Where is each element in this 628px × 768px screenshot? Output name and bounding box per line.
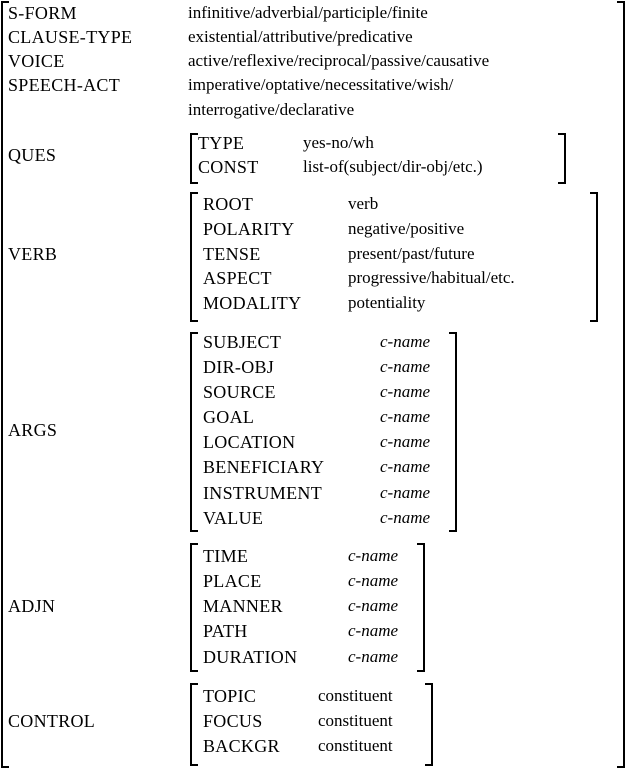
args-feature-value: c-name	[380, 457, 431, 476]
feature-key: SPEECH-ACT	[8, 75, 121, 95]
args-right-bracket	[449, 332, 457, 532]
verb-feature-key: POLARITY	[203, 219, 295, 239]
adjn-feature-key: DURATION	[203, 647, 298, 667]
adjn-feature-key: MANNER	[203, 596, 283, 616]
control-left-bracket	[190, 683, 198, 766]
adjn-right-bracket	[417, 543, 425, 672]
adjn-feature-value: c-name	[348, 621, 399, 640]
args-feature-value: c-name	[380, 407, 431, 426]
verb-feature-key: TENSE	[203, 244, 261, 264]
ques-feature-key: TYPE	[198, 133, 245, 153]
adjn-feature-value: c-name	[348, 647, 399, 666]
args-feature-key: INSTRUMENT	[203, 483, 322, 503]
args-feature-value: c-name	[380, 483, 431, 502]
outer-right-bracket	[617, 1, 625, 768]
adjn-feature-key: TIME	[203, 546, 249, 566]
args-feature-key: GOAL	[203, 407, 255, 427]
control-feature-key: FOCUS	[203, 711, 263, 731]
verb-feature-value: verb	[348, 194, 379, 213]
control-feature-key: TOPIC	[203, 686, 257, 706]
args-left-bracket	[190, 332, 198, 532]
control-label: CONTROL	[8, 711, 96, 731]
args-feature-value: c-name	[380, 508, 431, 527]
args-feature-key: SOURCE	[203, 382, 276, 402]
args-feature-value: c-name	[380, 382, 431, 401]
verb-feature-value: progressive/habitual/etc.	[348, 268, 515, 287]
feature-value-continued: interrogative/declarative	[188, 100, 355, 119]
adjn-left-bracket	[190, 543, 198, 672]
verb-feature-key: ASPECT	[203, 268, 272, 288]
adjn-feature-value: c-name	[348, 596, 399, 615]
ques-feature-key: CONST	[198, 157, 259, 177]
args-feature-value: c-name	[380, 332, 431, 351]
args-feature-key: DIR-OBJ	[203, 357, 275, 377]
feature-value: existential/attributive/predicative	[188, 27, 413, 46]
ques-left-bracket	[190, 133, 198, 184]
verb-feature-value: negative/positive	[348, 219, 465, 238]
feature-key: CLAUSE-TYPE	[8, 27, 133, 47]
control-right-bracket	[425, 683, 433, 766]
ques-right-bracket	[558, 133, 566, 184]
verb-feature-value: present/past/future	[348, 244, 475, 263]
args-feature-key: VALUE	[203, 508, 264, 528]
args-feature-value: c-name	[380, 357, 431, 376]
feature-value: infinitive/adverbial/participle/finite	[188, 3, 428, 22]
adjn-feature-key: PLACE	[203, 571, 262, 591]
args-feature-value: c-name	[380, 432, 431, 451]
feature-value: active/reflexive/reciprocal/passive/causative	[188, 51, 490, 70]
feature-key: VOICE	[8, 51, 65, 71]
args-feature-key: BENEFICIARY	[203, 457, 325, 477]
verb-label: VERB	[8, 244, 58, 264]
args-feature-key: LOCATION	[203, 432, 296, 452]
feature-value: imperative/optative/necessitative/wish/	[188, 75, 454, 94]
verb-feature-key: MODALITY	[203, 293, 302, 313]
adjn-feature-value: c-name	[348, 546, 399, 565]
ques-feature-value: yes-no/wh	[303, 133, 374, 152]
control-feature-value: constituent	[318, 711, 393, 730]
verb-feature-value: potentiality	[348, 293, 426, 312]
adjn-feature-key: PATH	[203, 621, 248, 641]
verb-feature-key: ROOT	[203, 194, 254, 214]
ques-feature-value: list-of(subject/dir-obj/etc.)	[303, 157, 483, 176]
control-feature-value: constituent	[318, 736, 393, 755]
adjn-label: ADJN	[8, 596, 56, 616]
outer-left-bracket	[1, 1, 9, 768]
feature-key: S-FORM	[8, 3, 77, 23]
args-label: ARGS	[8, 420, 58, 440]
verb-left-bracket	[190, 192, 198, 322]
args-feature-key: SUBJECT	[203, 332, 282, 352]
ques-label: QUES	[8, 145, 57, 165]
control-feature-key: BACKGR	[203, 736, 280, 756]
adjn-feature-value: c-name	[348, 571, 399, 590]
verb-right-bracket	[590, 192, 598, 322]
control-feature-value: constituent	[318, 686, 393, 705]
